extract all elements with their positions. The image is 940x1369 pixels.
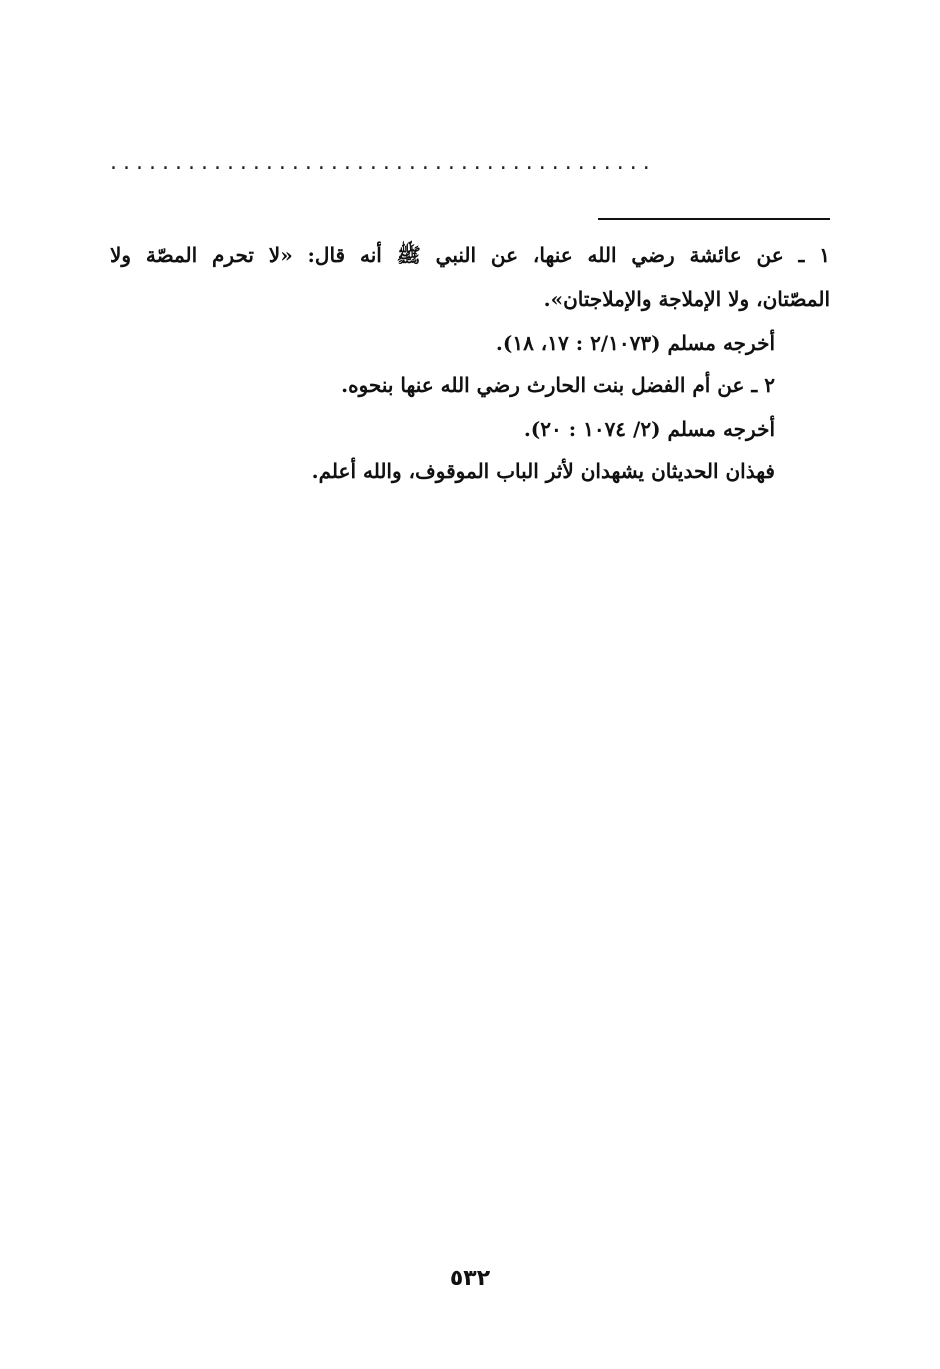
footnote-rule: [598, 218, 830, 220]
footnote-line-2: المصّتان، ولا الإملاجة والإملاجتان».: [543, 287, 830, 311]
footnote-line-1: ١ ـ عن عائشة رضي الله عنها، عن النبي ﷺ أنه قال: «لا تحرم المصّة ولا: [110, 243, 830, 267]
footnote-line-4: ٢ ـ عن أم الفضل بنت الحارث رضي الله عنها بنحوه.: [341, 373, 775, 397]
footnote-line-3: أخرجه مسلم (٢/١٠٧٣ : ١٧، ١٨).: [495, 331, 775, 355]
footnote-line-6: فهذان الحديثان يشهدان لأثر الباب الموقوف، والله أعلم.: [311, 459, 775, 483]
footnote-line-5: أخرجه مسلم (٢/ ١٠٧٤ : ٢٠).: [523, 417, 775, 441]
dotted-separator: ..........................................: [110, 150, 656, 175]
page-number: ٥٣٢: [449, 1266, 491, 1291]
